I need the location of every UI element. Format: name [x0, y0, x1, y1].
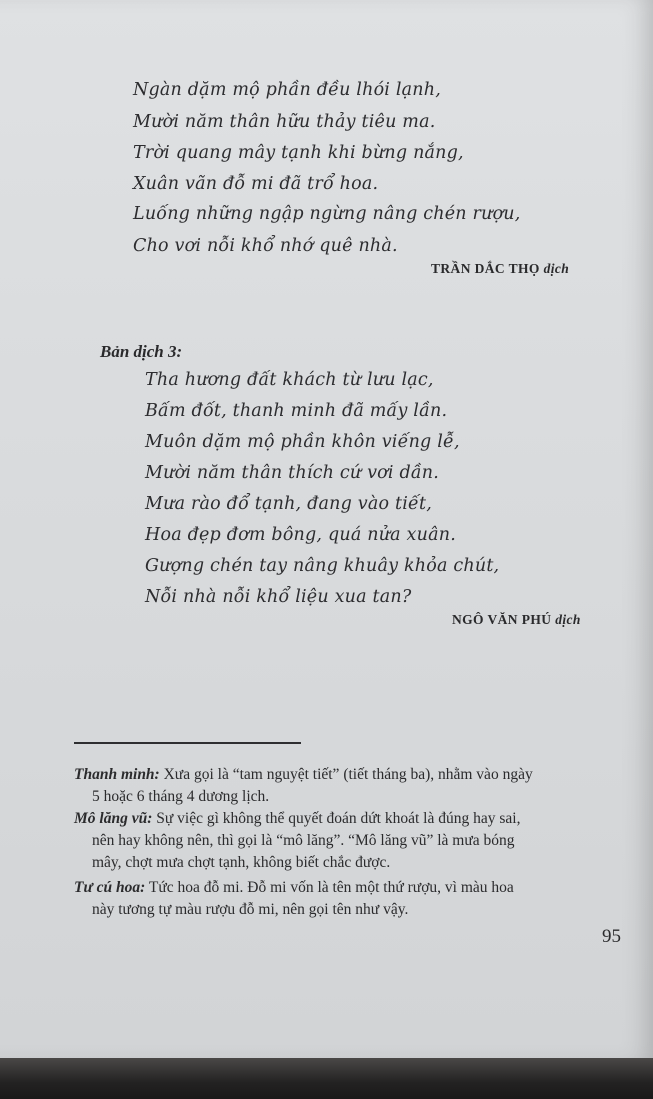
footnote-continuation: 5 hoặc 6 tháng 4 dương lịch. [92, 788, 270, 805]
poem-line: Muôn dặm mộ phần khôn viếng lễ, [145, 432, 460, 452]
footnote-continuation: nên hay không nên, thì gọi là “mô lăng”. “Mô lăng vũ” là mưa bóng [92, 832, 515, 849]
poem-line: Mười năm thân hữu thảy tiêu ma. [133, 112, 436, 132]
footnote [74, 810, 520, 828]
section-heading: Bản dịch 3: [100, 342, 183, 361]
translator-name: NGÔ VĂN PHÚ [452, 612, 552, 627]
poem-line: Hoa đẹp đơm bông, quá nửa xuân. [145, 525, 456, 545]
poem-line: Trời quang mây tạnh khi bừng nắng, [133, 143, 464, 163]
desk-background [0, 1058, 653, 1099]
translator-name: TRẦN DẮC THỌ [431, 261, 540, 276]
footnote-text: Xưa gọi là “tam nguyệt tiết” (tiết tháng ba), nhằm vào ngày [159, 766, 533, 783]
footnote-continuation: mây, chợt mưa chợt tạnh, không biết chắc được. [92, 854, 391, 871]
poem-line: Xuân vãn đỗ mi đã trổ hoa. [133, 174, 379, 194]
footnote-term: Thanh minh: [74, 766, 160, 783]
translator-credit [452, 612, 581, 628]
poem-line: Gượng chén tay nâng khuây khỏa chút, [145, 556, 500, 576]
poem-line: Bấm đốt, thanh minh đã mấy lần. [145, 401, 448, 421]
translator-credit [431, 261, 569, 277]
footnote-term: Mô lăng vũ: [74, 810, 153, 827]
translator-role: dịch [543, 261, 570, 276]
footnote-text: Tức hoa đỗ mi. Đỗ mi vốn là tên một thứ rượu, vì màu hoa [145, 879, 514, 896]
footnote-text: Sự việc gì không thể quyết đoán dứt khoát là đúng hay sai, [152, 810, 521, 827]
footnote [74, 766, 533, 784]
poem-line: Nỗi nhà nỗi khổ liệu xua tan? [145, 587, 412, 607]
footnote-divider [74, 742, 301, 744]
poem-line: Ngàn dặm mộ phần đều lhói lạnh, [133, 80, 441, 100]
poem-line: Mười năm thân thích cứ vơi dần. [145, 463, 440, 483]
footnote-term: Tư cú hoa: [74, 879, 146, 896]
poem-line: Mưa rào đổ tạnh, đang vào tiết, [145, 494, 432, 514]
footnote-continuation: này tương tự màu rượu đỗ mi, nên gọi tên như vậy. [92, 901, 409, 918]
poem-line: Luống những ngập ngừng nâng chén rượu, [133, 204, 521, 224]
poem-line: Cho vơi nỗi khổ nhớ quê nhà. [133, 236, 398, 256]
poem-line: Tha hương đất khách từ lưu lạc, [145, 370, 434, 390]
page-number: 95 [602, 926, 621, 947]
footnote [74, 879, 514, 897]
translator-role: dịch [555, 612, 581, 627]
